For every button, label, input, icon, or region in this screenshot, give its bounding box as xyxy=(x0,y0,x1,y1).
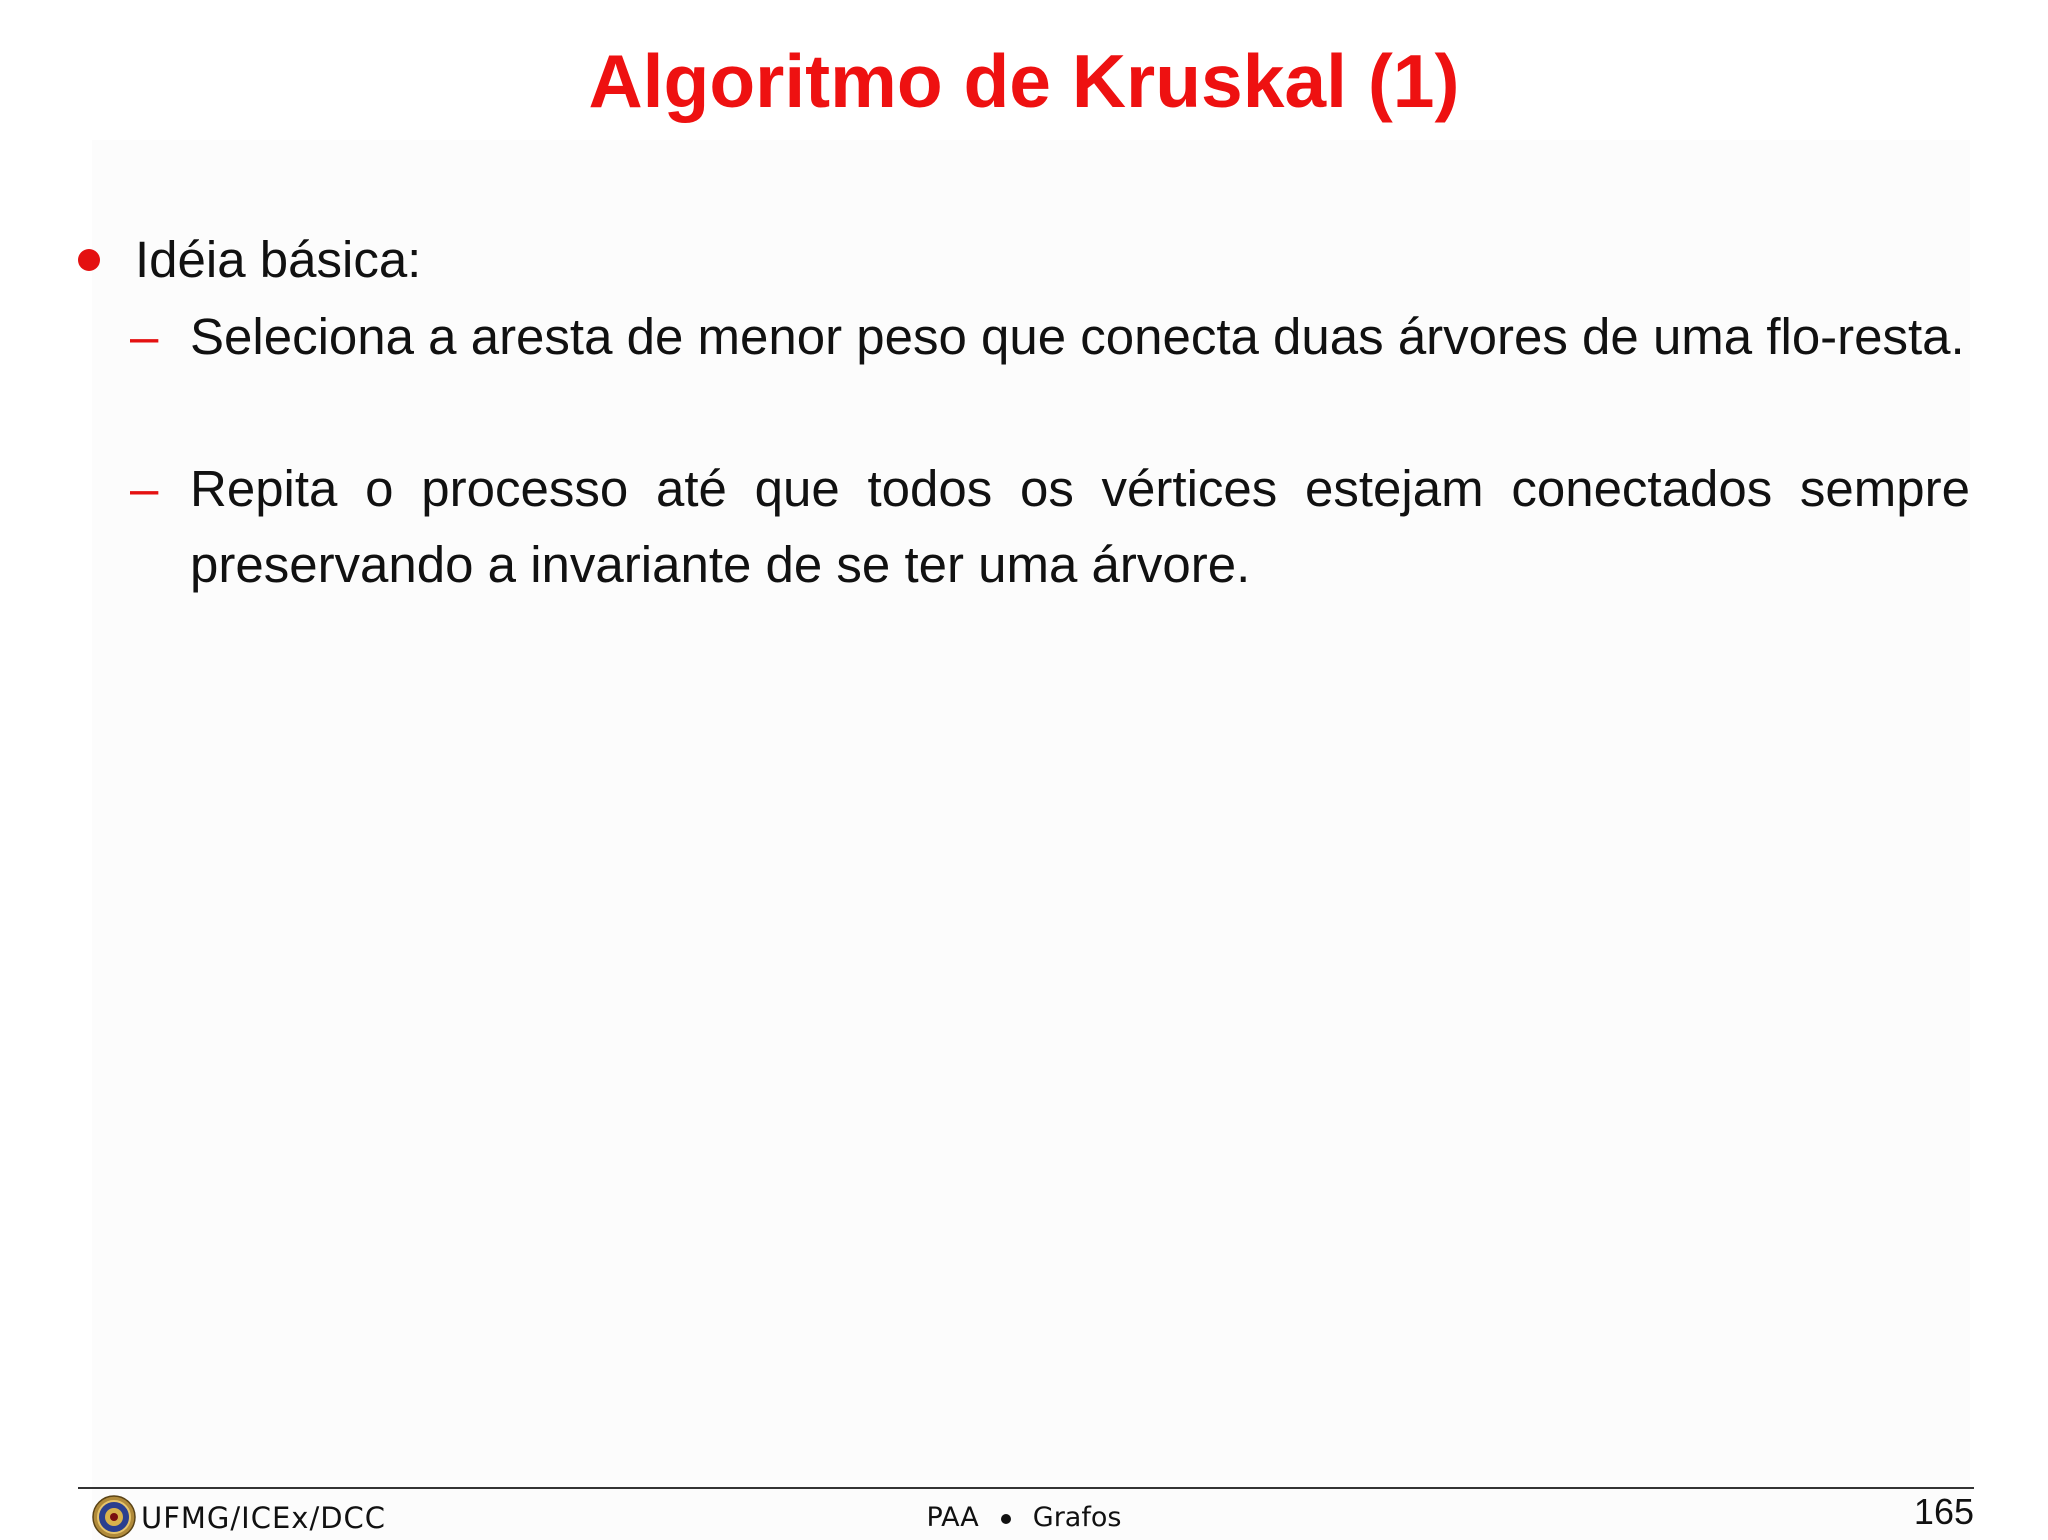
slide-title: Algoritmo de Kruskal (1) xyxy=(588,39,1460,123)
sub-bullet-dash: – xyxy=(130,460,159,517)
sub-bullet-dash: – xyxy=(130,308,159,365)
footer-divider xyxy=(78,1487,1974,1489)
bullet-dot-icon xyxy=(78,249,100,271)
bullet-text: Idéia básica: xyxy=(135,231,422,288)
footer-separator-dot-icon xyxy=(1001,1514,1011,1524)
page-number: 165 xyxy=(1913,1491,1974,1532)
bullet-item xyxy=(78,225,421,295)
footer-course-code: PAA xyxy=(926,1502,979,1533)
footer-topic: Grafos xyxy=(1032,1502,1122,1533)
sub-bullet-text: Seleciona a aresta de menor peso que conecta duas árvores de uma flo-resta. xyxy=(190,308,1965,365)
sub-bullet-text: Repita o processo até que todos os vértices estejam conectados sempre preservando a invariante de se ter uma árvore. xyxy=(190,460,1970,593)
footer-course xyxy=(0,1498,2048,1538)
footer-institution: UFMG/ICEx/DCC xyxy=(141,1501,387,1535)
